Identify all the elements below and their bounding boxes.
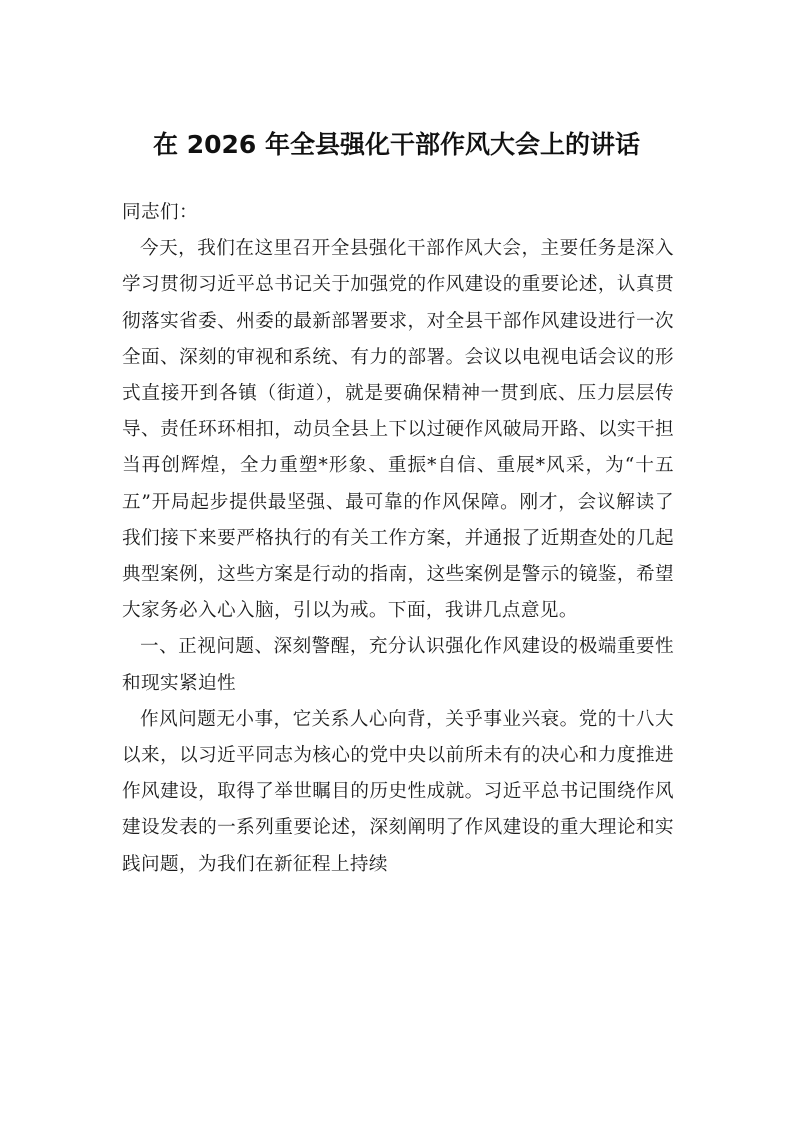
- section-heading-1: 一、正视问题、深刻警醒，充分认识强化作风建设的极端重要性和现实紧迫性: [122, 636, 674, 694]
- salutation: 同志们：: [122, 202, 198, 223]
- paragraph-section-1: 作风问题无小事，它关系人心向背，关乎事业兴衰。党的十八大以来，以习近平同志为核心的党中央以前所未有的决心和力度推进作风建设，取得了举世瞩目的历史性成就。习近平总书记围绕作风建设发表的一系列重要论述，深刻阐明了作风建设的重大理论和实践问题，为我们在新征程上持续: [122, 708, 674, 875]
- document-body: [122, 195, 674, 883]
- paragraph-opening: 今天，我们在这里召开全县强化干部作风大会，主要任务是深入学习贯彻习近平总书记关于加强党的作风建设的重要论述，认真贯彻落实省委、州委的最新部署要求，对全县干部作风建设进行一次全面、深刻的审视和系统、有力的部署。会议以电视电话会议的形式直接开到各镇（街道），就是要确保精神一贯到底、压力层层传导、责任环环相扣，动员全县上下以过硬作风破局开路、以实干担当再创辉煌，全力重塑*形象、重振*自信、重展*风采，为“十五五”开局起步提供最坚强、最可靠的作风保障。刚才，会议解读了我们接下来要严格执行的有关工作方案，并通报了近期查处的几起典型案例，这些方案是行动的指南，这些案例是警示的镜鉴，希望大家务必入心入脑，引以为戒。下面，我讲几点意见。: [122, 238, 674, 622]
- document-title: 在 2026 年全县强化干部作风大会上的讲话: [153, 130, 640, 159]
